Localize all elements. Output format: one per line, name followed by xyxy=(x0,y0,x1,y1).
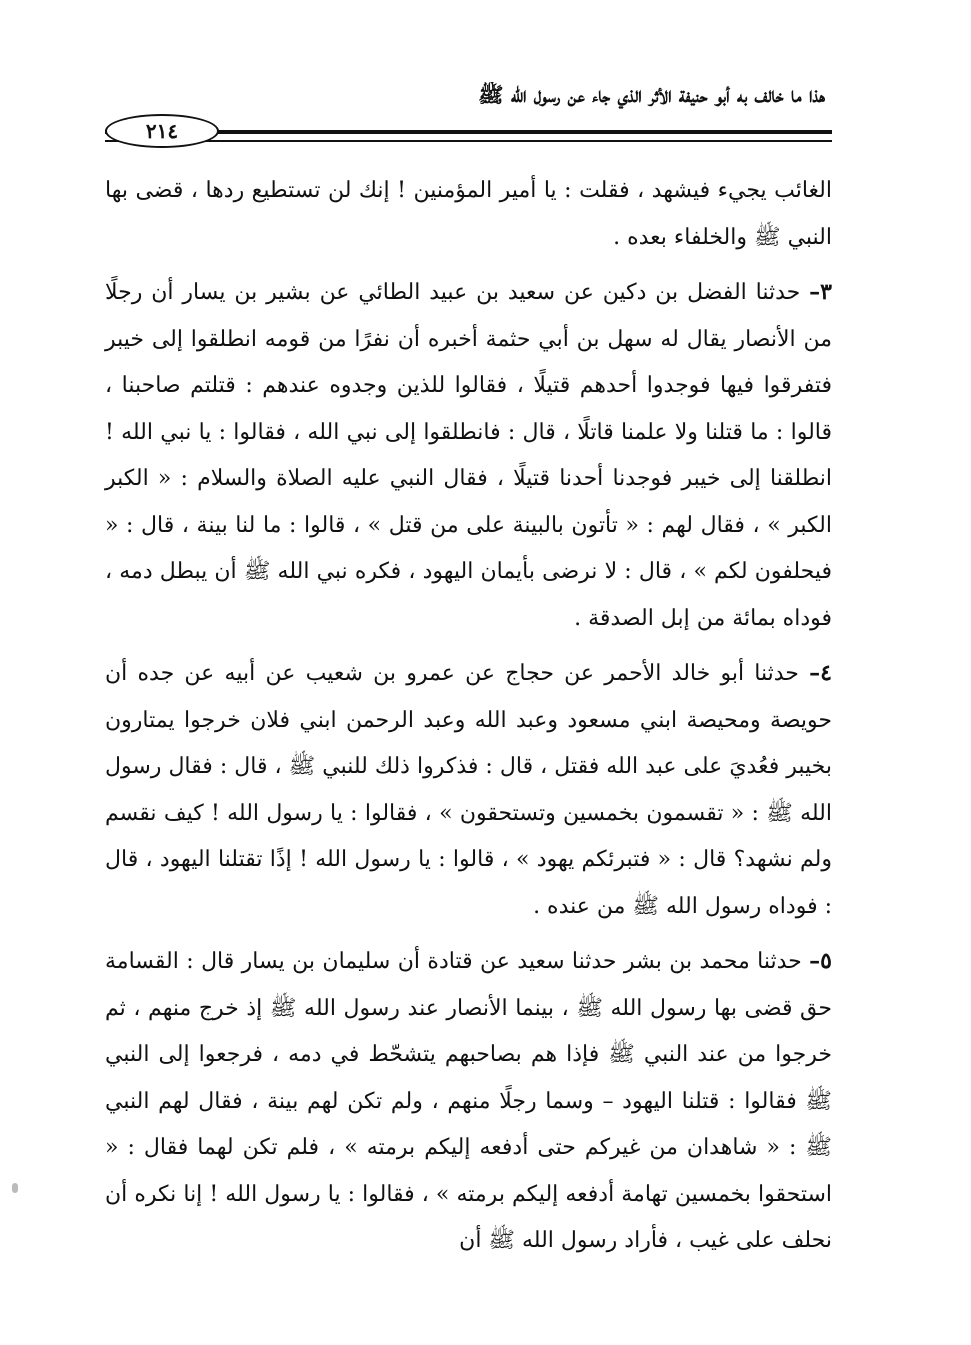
hadith-paragraph-5 xyxy=(105,938,832,1265)
paragraph-text: حدثنا محمد بن بشر حدثنا سعيد عن قتادة أن سليمان بن يسار قال : القسامة حق قضى بها رسول الله ﷺ ، بينما الأنصار عند رسول الله ﷺ إذ خرج منهم ، ثم خرجوا من عند النبي ﷺ فإذا هم بصاحبهم يتشحّط في دمه ، فرجعوا إلى النبي ﷺ فقالوا : قتلنا اليهود – وسما رجلًا منهم ، ولم تكن لهم بينة ، فقال لهم النبي ﷺ : « شاهدان من غيركم حتى أدفعه إليكم برمته » ، فلم تكن لهما فقال : « استحقوا بخمسين تهامة أدفعه إليكم برمته » ، فقالوا : يا رسول الله ! إنا نكره أن نحلف على غيب ، فأراد رسول الله ﷺ أن xyxy=(105,949,832,1253)
page-number: ٢١٤ xyxy=(145,119,179,143)
hadith-number: ٤– xyxy=(809,660,832,686)
running-header-title: هذا ما خالف به أبو حنيفة الأثر الذي جاء عن رسول الله ﷺ xyxy=(478,82,825,107)
header-rule-thin xyxy=(105,140,832,142)
hadith-paragraph-3 xyxy=(105,269,832,642)
paragraph-continuation xyxy=(105,168,832,261)
scan-speck xyxy=(12,1183,18,1193)
paragraph-text: حدثنا الفضل بن دكين عن سعيد بن عبيد الطائي عن بشير بن يسار أن رجلًا من الأنصار يقال له سهل بن أبي حثمة أخبره أن نفرًا من قومه انطلقوا إلى خيبر فتفرقوا فيها فوجدوا أحدهم قتيلًا ، فقالوا للذين وجدوه عندهم : قتلتم صاحبنا ، قالوا : ما قتلنا ولا علمنا قاتلًا ، قال : فانطلقوا إلى نبي الله ، فقالوا : يا نبي الله ! انطلقنا إلى خيبر فوجدنا أحدنا قتيلًا ، فقال النبي عليه الصلاة والسلام : « الكبر الكبر » ، فقال لهم : « تأتون بالبينة على من قتل » ، قالوا : ما لنا بينة ، قال : « فيحلفون لكم » ، قال : لا نرضى بأيمان اليهود ، فكره نبي الله ﷺ أن يبطل دمه ، فوداه بمائة من إبل الصدقة . xyxy=(105,280,832,631)
hadith-number: ٣– xyxy=(809,279,832,305)
paragraph-text: حدثنا أبو خالد الأحمر عن حجاج عن عمرو بن شعيب عن أبيه عن جده أن حويصة ومحيصة ابني مسعود وعبد الله وعبد الرحمن ابني فلان خرجوا يمتارون بخيبر فعُديَ على عبد الله فقتل ، قال : فذكروا ذلك للنبي ﷺ ، قال : فقال رسول الله ﷺ : « تقسمون بخمسين وتستحقون » ، فقالوا : يا رسول الله ! كيف نقسم ولم نشهد؟ قال : « فتبرئكم يهود » ، قالوا : يا رسول الله ! إذًا تقتلنا اليهود ، قال : فوداه رسول الله ﷺ من عنده . xyxy=(105,661,832,919)
body-text xyxy=(105,168,832,1273)
paragraph-text: الغائب يجيء فيشهد ، فقلت : يا أمير المؤمنين ! إنك لن تستطيع ردها ، قضى بها النبي ﷺ والخلفاء بعده . xyxy=(105,178,832,250)
page-number-oval xyxy=(105,114,219,148)
hadith-number: ٥– xyxy=(809,948,832,974)
hadith-paragraph-4 xyxy=(105,650,832,930)
